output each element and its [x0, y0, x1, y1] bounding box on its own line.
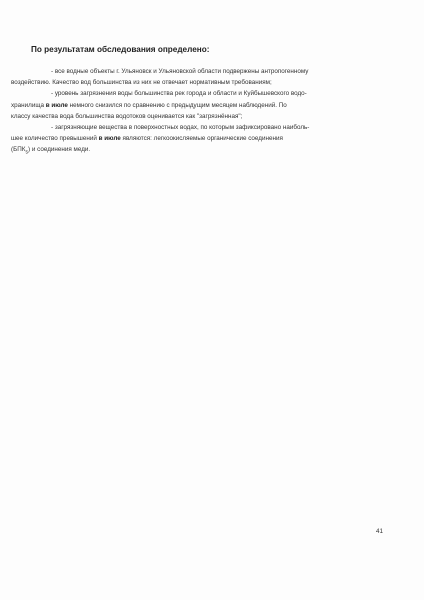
text-line: - все водные объекты г. Ульяновск и Ульяновской области подвержены антропогенному	[51, 68, 309, 75]
text-segment: немного снизился по сравнению с предыдущим месяцем наблюдений. По	[67, 101, 287, 109]
text-line	[31, 122, 383, 133]
text-line	[11, 111, 383, 122]
text-line	[11, 100, 383, 111]
emphasis-month: в июле	[98, 135, 121, 143]
page-number: 41	[376, 528, 384, 535]
text-segment: являются: легкоокисляемые органические соединения	[120, 135, 283, 143]
findings-list	[11, 66, 383, 158]
text-segment: - уровень загрязнения воды большинства рек города и области и Куйбышевского водо-	[51, 90, 307, 98]
text-segment: хранилища	[11, 101, 46, 109]
text-segment: ) и соединения меди.	[28, 146, 91, 154]
text-segment: шее количество превышений	[11, 135, 99, 143]
text-segment: - загрязняющие вещества в поверхностных водах, по которым зафиксировано наиболь-	[51, 124, 310, 132]
emphasis-month: в июле	[45, 101, 68, 109]
text-line	[11, 144, 383, 157]
text-line	[11, 133, 383, 144]
section-heading: По результатам обследования определено:	[31, 45, 210, 54]
finding-item	[11, 66, 383, 88]
text-line	[31, 88, 383, 99]
text-line: воздействию. Качество вод большинства из них не отвечает нормативным требованиям;	[11, 79, 272, 87]
text-segment: (БПК	[11, 146, 26, 154]
finding-item	[11, 122, 383, 158]
text-segment: классу качества вода большинства водотоков оценивается как "загрязнённая";	[11, 112, 243, 120]
subscript: 5	[25, 149, 28, 155]
finding-item	[11, 88, 383, 122]
